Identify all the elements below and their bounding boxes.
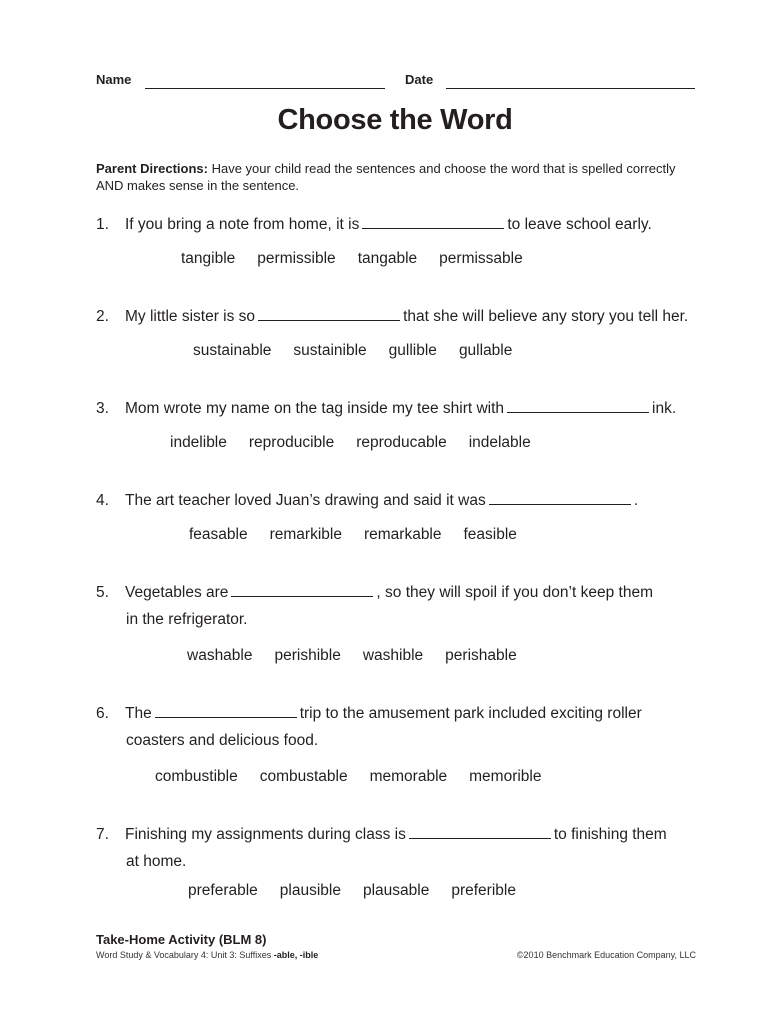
- question-text-after: ink.: [652, 400, 677, 417]
- name-label: Name: [96, 72, 132, 87]
- word-choice: memorable: [369, 768, 448, 785]
- question-number: 5.: [96, 584, 109, 601]
- question-text-after: .: [633, 492, 639, 509]
- word-choices-3: [170, 434, 553, 452]
- word-choice: gullable: [458, 342, 513, 359]
- date-line: [446, 88, 695, 89]
- question-number: 1.: [96, 216, 109, 233]
- question-text-after: to finishing them: [553, 826, 667, 843]
- question-number: 6.: [96, 705, 109, 722]
- footer-subtitle: [96, 950, 318, 960]
- word-choice: perishible: [274, 647, 341, 664]
- question-text-before: If you bring a note from home, it is: [125, 216, 360, 233]
- word-choice: indelable: [468, 434, 531, 451]
- answer-blank: [489, 490, 631, 505]
- word-choices-7: [188, 882, 538, 900]
- footer-subtitle-text: Word Study & Vocabulary 4: Unit 3: Suffixes: [96, 950, 274, 960]
- answer-blank: [362, 214, 504, 229]
- word-choice: washable: [187, 647, 253, 664]
- footer-suffixes: -able, -ible: [273, 950, 319, 960]
- parent-directions: [96, 160, 696, 194]
- question-continuation: coasters and delicious food.: [126, 732, 319, 749]
- question-continuation: in the refrigerator.: [126, 611, 248, 628]
- name-line: [145, 88, 385, 89]
- word-choice: plausable: [362, 882, 430, 899]
- word-choice: sustainible: [293, 342, 367, 359]
- question-text-after: to leave school early.: [507, 216, 652, 233]
- question-text-after: that she will believe any story you tell her.: [403, 308, 689, 325]
- date-label: Date: [405, 72, 434, 87]
- question-continuation: at home.: [126, 853, 187, 870]
- word-choice: perishable: [445, 647, 517, 664]
- word-choices-4: [189, 526, 539, 544]
- word-choice: washible: [362, 647, 424, 664]
- answer-blank: [507, 398, 649, 413]
- question-number: 3.: [96, 400, 109, 417]
- question-number: 2.: [96, 308, 109, 325]
- word-choices-1: [181, 250, 545, 268]
- word-choice: preferable: [188, 882, 258, 899]
- word-choice: combustible: [155, 768, 238, 785]
- word-choice: sustainable: [193, 342, 272, 359]
- directions-text: Have your child read the sentences and choose the word that is spelled correctly AND makes sense in the sentence.: [96, 161, 676, 193]
- answer-blank: [258, 306, 400, 321]
- word-choice: reproducible: [248, 434, 335, 451]
- directions-label: Parent Directions:: [96, 161, 208, 176]
- word-choice: indelible: [170, 434, 227, 451]
- copyright: ©2010 Benchmark Education Company, LLC: [516, 950, 696, 960]
- answer-blank: [409, 824, 551, 839]
- word-choice: remarkable: [363, 526, 442, 543]
- page-title: Choose the Word: [277, 104, 513, 136]
- word-choice: combustable: [259, 768, 348, 785]
- word-choices-5: [187, 647, 539, 665]
- question-text-before: The: [125, 705, 152, 722]
- word-choice: tangable: [357, 250, 418, 267]
- question-number: 4.: [96, 492, 109, 509]
- question-text-after: , so they will spoil if you don’t keep them: [376, 584, 653, 601]
- word-choice: feasable: [189, 526, 248, 543]
- word-choice: tangible: [181, 250, 236, 267]
- question-text-before: The art teacher loved Juan’s drawing and said it was: [125, 492, 486, 509]
- word-choices-2: [193, 342, 534, 360]
- question-text-after: trip to the amusement park included exciting roller: [299, 705, 642, 722]
- answer-blank: [231, 582, 373, 597]
- word-choice: plausible: [279, 882, 341, 899]
- question-number: 7.: [96, 826, 109, 843]
- answer-blank: [155, 703, 297, 718]
- word-choice: feasible: [463, 526, 517, 543]
- word-choice: memorible: [469, 768, 542, 785]
- question-text-before: My little sister is so: [125, 308, 256, 325]
- word-choice: permissable: [439, 250, 523, 267]
- question-text-before: Mom wrote my name on the tag inside my tee shirt with: [125, 400, 505, 417]
- footer-title: Take-Home Activity (BLM 8): [96, 932, 267, 947]
- question-text-before: Finishing my assignments during class is: [125, 826, 406, 843]
- word-choices-6: [155, 768, 564, 786]
- question-text-before: Vegetables are: [125, 584, 229, 601]
- word-choice: preferible: [451, 882, 516, 899]
- word-choice: reproducable: [356, 434, 447, 451]
- word-choice: permissible: [257, 250, 336, 267]
- word-choice: gullible: [388, 342, 437, 359]
- word-choice: remarkible: [269, 526, 342, 543]
